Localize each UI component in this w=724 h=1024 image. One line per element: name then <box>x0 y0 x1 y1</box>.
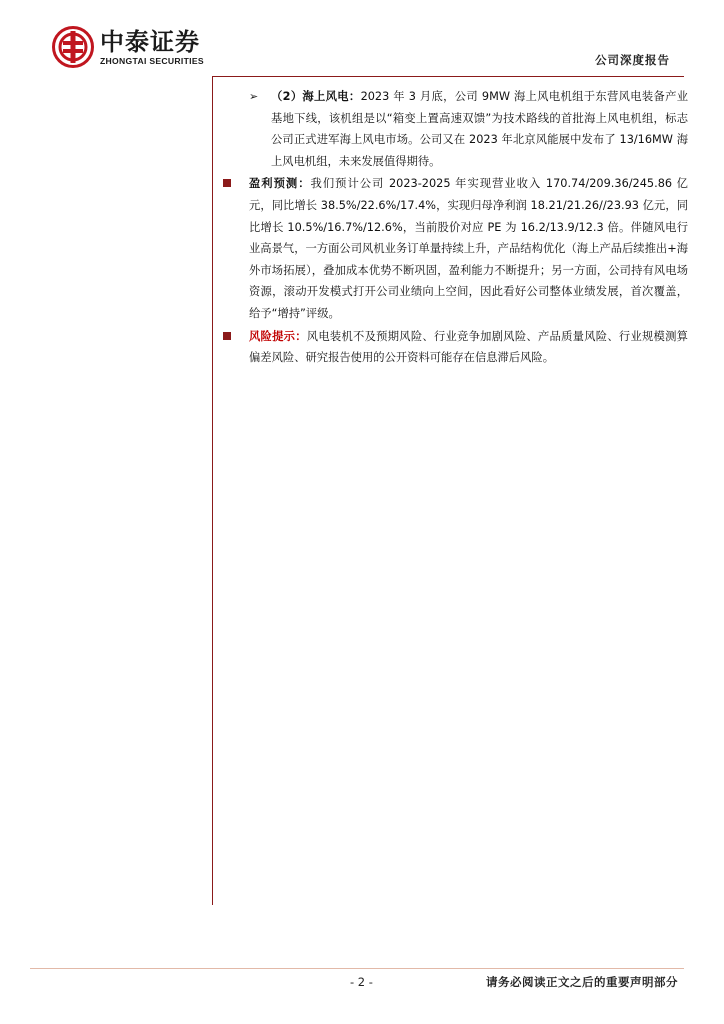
earnings-forecast-paragraph <box>225 173 688 324</box>
disclaimer-note: 请务必阅读正文之后的重要声明部分 <box>486 975 678 989</box>
report-type-label: 公司深度报告 <box>595 53 670 67</box>
square-bullet-icon <box>223 179 231 187</box>
brand-name <box>100 28 204 66</box>
offshore-wind-lead: （2）海上风电： <box>271 90 361 103</box>
risk-warning-lead: 风险提示： <box>249 329 307 343</box>
sidebar-divider <box>212 77 213 905</box>
offshore-wind-text: 2023 年 3 月底，公司 9MW 海上风电机组于东营风电装备产业基地下线，该机组是以“箱变上置高速双馈”为技术路线的首批海上风电机组，标志公司正式进军海上风电市场。公司又在 2023 年北京风能展中发布了 13/16MW 海上风电机组，未来发展值得期待。 <box>271 90 688 168</box>
arrow-bullet-icon: ➢ <box>249 90 259 103</box>
header-divider <box>212 76 684 77</box>
earnings-forecast-text: 我们预计公司 2023-2025 年实现营业收入 170.74/209.36/245.86 亿元，同比增长 38.5%/22.6%/17.4%，实现归母净利润 18.21/21.26//23.93 亿元，同比增长 10.5%/16.7%/12.6%，当前股价对应 PE 为 16.2/13.9/12.3 倍。伴随风电行业高景气，一方面公司风机业务订单量持续上升，产品结构优化（海上产品后续推出+海外市场拓展），叠加成本优势不断巩固，盈利能力不断提升；另一方面，公司持有风电场资源，滚动开发模式打开公司业绩向上空间，因此看好公司整体业绩发展，首次覆盖，给予“增持”评级。 <box>249 177 688 320</box>
earnings-forecast-lead: 盈利预测： <box>249 177 311 191</box>
risk-warning-paragraph <box>225 326 688 369</box>
risk-warning-text: 风电装机不及预期风险、行业竞争加剧风险、产品质量风险、行业规模测算偏差风险、研究报告使用的公开资料可能存在信息滞后风险。 <box>249 329 688 365</box>
company-logo <box>52 26 204 68</box>
brand-name-cn: 中泰证券 <box>100 28 200 56</box>
square-bullet-icon <box>223 332 231 340</box>
brand-name-en: ZHONGTAI SECURITIES <box>100 56 204 66</box>
report-body <box>225 86 688 370</box>
page-number: - 2 - <box>350 975 373 989</box>
zhongtai-logo-icon <box>52 26 94 68</box>
offshore-wind-paragraph <box>225 86 688 172</box>
footer-divider <box>30 968 684 969</box>
